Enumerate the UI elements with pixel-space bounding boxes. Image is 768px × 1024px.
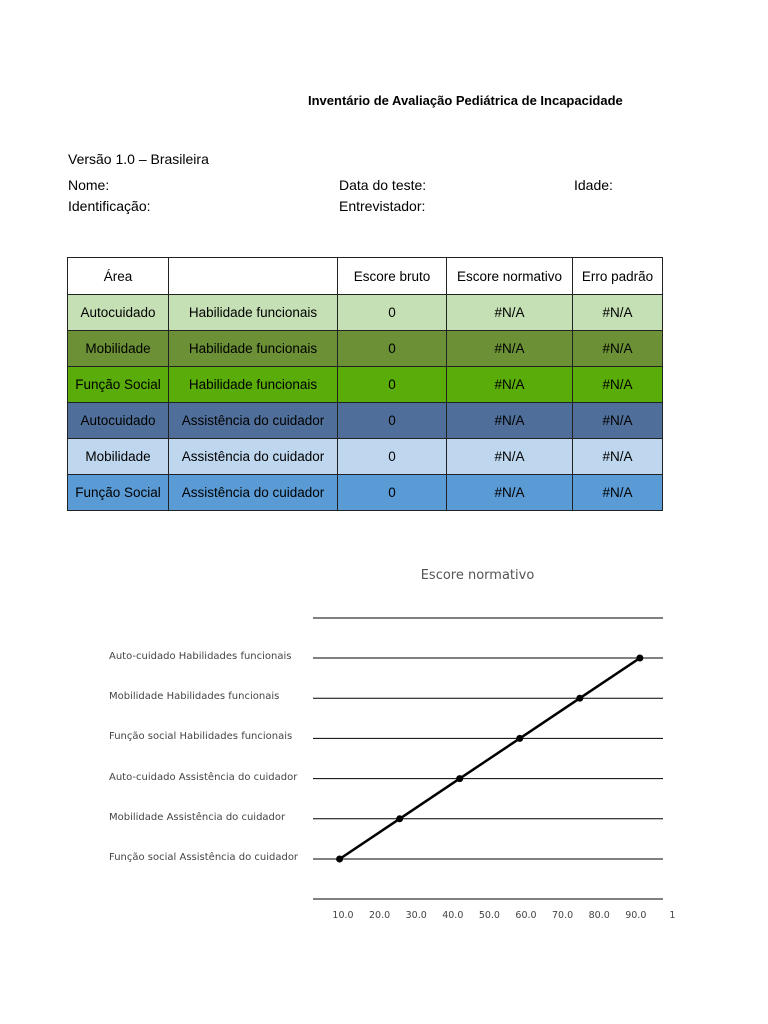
data-point [636, 655, 643, 662]
cell-standard-error: #N/A [573, 295, 663, 331]
chart-title: Escore normativo [420, 568, 535, 583]
age-field-label: Idade: [574, 177, 613, 193]
name-field-label: Nome: [68, 177, 110, 193]
data-point [336, 856, 343, 863]
cell-standard-error: #N/A [573, 439, 663, 475]
table-header-row [68, 258, 663, 295]
cell-area: Função Social [68, 475, 169, 511]
cell-raw-score: 0 [338, 403, 447, 439]
cell-raw-score: 0 [338, 367, 447, 403]
cell-area: Autocuidado [68, 403, 169, 439]
x-tick-label: 80.0 [588, 910, 610, 921]
x-tick-label: 90.0 [625, 910, 647, 921]
y-tick-label: Auto-cuidado Habilidades funcionais [109, 651, 292, 662]
x-tick-label: 50.0 [478, 910, 500, 921]
table-row [68, 331, 663, 367]
cell-raw-score: 0 [338, 295, 447, 331]
table-row [68, 475, 663, 511]
cell-normative-score: #N/A [447, 403, 573, 439]
scores-table [67, 257, 663, 511]
cell-raw-score: 0 [338, 475, 447, 511]
test-date-field-label: Data do teste: [339, 177, 427, 193]
cell-domain: Habilidade funcionais [169, 295, 338, 331]
x-tick-label: 30.0 [405, 910, 427, 921]
cell-area: Função Social [68, 367, 169, 403]
page-title: Inventário de Avaliação Pediátrica de Incapacidade [308, 93, 623, 108]
cell-raw-score: 0 [338, 331, 447, 367]
x-tick-label: 70.0 [552, 910, 574, 921]
x-tick-label: 1 [669, 910, 676, 921]
interviewer-field-label: Entrevistador: [339, 198, 426, 214]
data-point [456, 775, 463, 782]
cell-area: Mobilidade [68, 439, 169, 475]
cell-area: Mobilidade [68, 331, 169, 367]
header-domain [169, 258, 338, 295]
cell-domain: Assistência do cuidador [169, 439, 338, 475]
version-label: Versão 1.0 – Brasileira [68, 151, 209, 167]
y-tick-label: Mobilidade Assistência do cuidador [109, 811, 286, 823]
y-tick-label: Função social Assistência do cuidador [109, 852, 299, 863]
x-tick-label: 20.0 [369, 910, 391, 921]
cell-area: Autocuidado [68, 295, 169, 331]
x-tick-label: 60.0 [515, 910, 537, 921]
cell-normative-score: #N/A [447, 475, 573, 511]
series-line [340, 658, 640, 859]
header-area: Área [68, 258, 169, 295]
cell-standard-error: #N/A [573, 367, 663, 403]
cell-raw-score: 0 [338, 439, 447, 475]
cell-standard-error: #N/A [573, 331, 663, 367]
identification-field-label: Identificação: [68, 198, 151, 214]
y-tick-label: Auto-cuidado Assistência do cuidador [109, 771, 298, 783]
data-point [516, 735, 523, 742]
data-point [576, 695, 583, 702]
cell-normative-score: #N/A [447, 439, 573, 475]
x-tick-label: 40.0 [442, 910, 464, 921]
cell-domain: Habilidade funcionais [169, 367, 338, 403]
cell-normative-score: #N/A [447, 367, 573, 403]
header-normative-score: Escore normativo [447, 258, 573, 295]
table-row [68, 295, 663, 331]
normative-score-chart [0, 600, 768, 930]
cell-normative-score: #N/A [447, 331, 573, 367]
data-point [396, 815, 403, 822]
header-standard-error: Erro padrão [573, 258, 663, 295]
table-row [68, 367, 663, 403]
cell-standard-error: #N/A [573, 475, 663, 511]
x-tick-label: 10.0 [332, 910, 354, 921]
cell-domain: Assistência do cuidador [169, 403, 338, 439]
y-tick-label: Função social Habilidades funcionais [109, 731, 293, 743]
cell-domain: Assistência do cuidador [169, 475, 338, 511]
y-tick-label: Mobilidade Habilidades funcionais [109, 691, 280, 703]
table-row [68, 439, 663, 475]
table-row [68, 403, 663, 439]
cell-normative-score: #N/A [447, 295, 573, 331]
header-raw-score: Escore bruto [338, 258, 447, 295]
cell-domain: Habilidade funcionais [169, 331, 338, 367]
cell-standard-error: #N/A [573, 403, 663, 439]
